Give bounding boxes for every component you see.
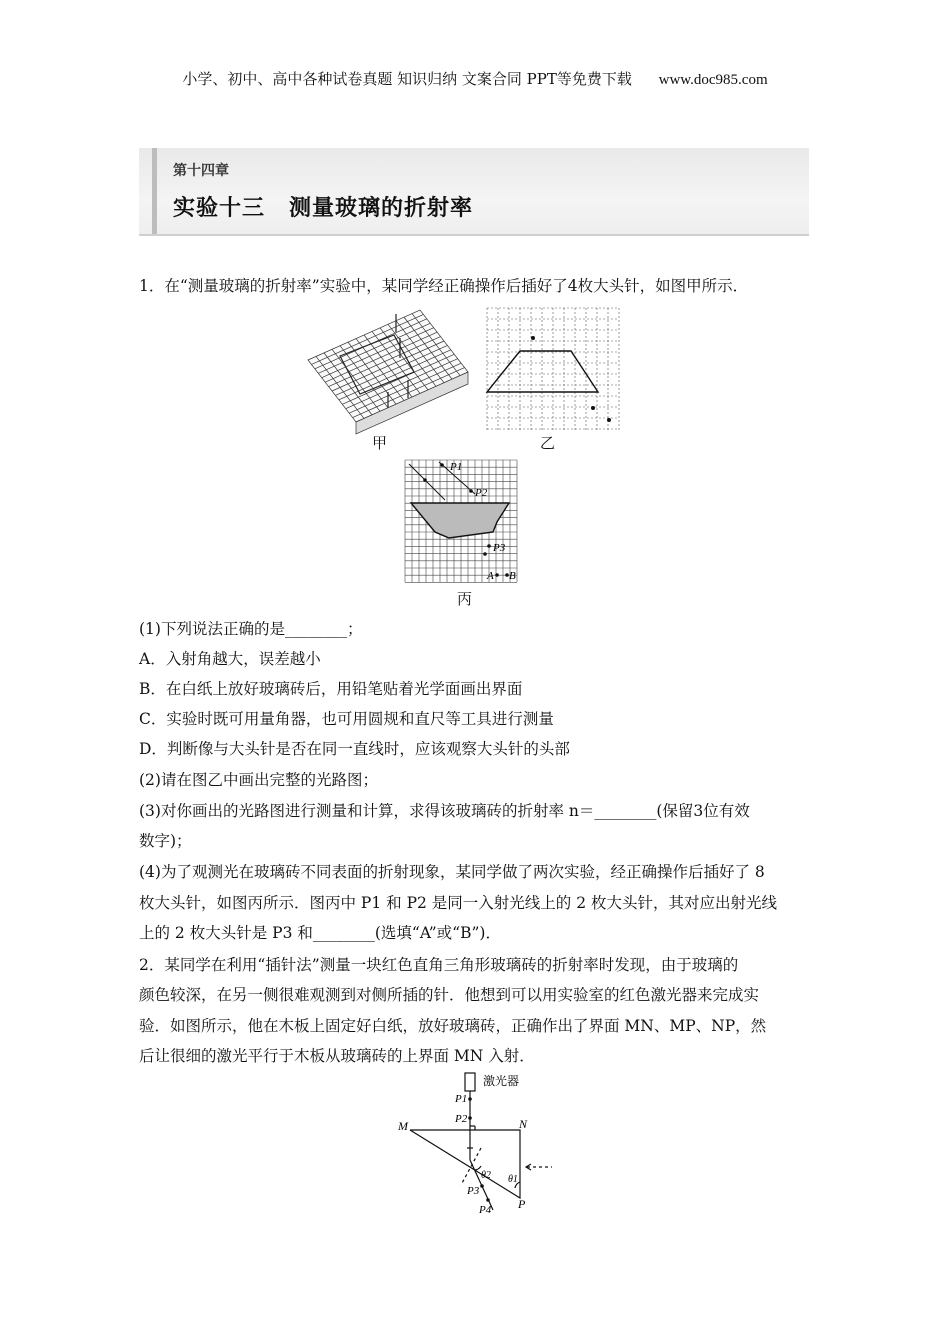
option-c: C．实验时既可用量角器，也可用圆规和直尺等工具进行测量 [139,710,554,728]
figure-jia [308,310,468,436]
banner-divider [139,234,809,236]
bing-label-p1: P1 [450,461,463,473]
q2-line4: 后让很细的激光平行于木板从玻璃砖的上界面 MN 入射． [139,1047,535,1065]
q2-label-p2: P2 [455,1113,468,1125]
q1-sub1: (1)下列说法正确的是________； [139,620,363,638]
bing-label-a: A [487,570,494,582]
bing-label-p2: P2 [475,487,488,499]
caption-bing: 丙 [457,590,473,608]
header-text: 小学、初中、高中各种试卷真题 知识归纳 文案合同 PPT等免费下载 [182,70,632,88]
option-b: B．在白纸上放好玻璃砖后，用铅笔贴着光学面画出界面 [139,680,523,698]
q2-label-theta1: θ1 [508,1174,518,1185]
q1-sub3-line1: (3)对你画出的光路图进行测量和计算，求得该玻璃砖的折射率 n＝________(保留3位有效 [139,802,750,820]
caption-jia: 甲 [372,434,388,452]
q2-line3: 验．如图所示，他在木板上固定好白纸，放好玻璃砖，正确作出了界面 MN、MP、NP，然 [139,1017,767,1035]
page-title [173,191,473,222]
option-d: D．判断像与大头针是否在同一直线时，应该观察大头针的头部 [139,740,570,758]
q1-sub2: (2)请在图乙中画出完整的光路图； [139,771,378,789]
q1-sub4-line2: 枚大头针，如图丙所示．图丙中 P1 和 P2 是同一入射光线上的 2 枚大头针，其对应出射光线 [139,894,778,912]
q2-label-n: N [519,1117,528,1131]
title-text: 测量玻璃的折射率 [289,196,474,221]
chapter-banner [139,148,809,236]
q2-label-p: P [518,1197,526,1211]
figure-bing [405,460,521,584]
option-a: A．入射角越大，误差越小 [139,650,321,668]
chapter-label: 第十四章 [173,163,229,179]
title-number: 实验十三 [173,196,266,221]
q2-line2: 颜色较深，在另一侧很难观测到对侧所插的针．他想到可以用实验室的红色激光器来完成实 [139,986,760,1004]
q1-sub4-line1: (4)为了观测光在玻璃砖不同表面的折射现象，某同学做了两次实验，经正确操作后插好了 8 [139,863,765,881]
figure-q2-prism [395,1070,565,1220]
caption-yi: 乙 [540,434,556,452]
q2-label-m: M [398,1119,408,1133]
q1-stem: 1．在“测量玻璃的折射率”实验中，某同学经正确操作后插好了4枚大头针，如图甲所示． [139,277,749,295]
q1-sub4-line3: 上的 2 枚大头针是 P3 和________(选填“A”或“B”)． [139,924,501,942]
q2-label-laser: 激光器 [483,1074,520,1088]
q1-sub3-line2: 数字)； [139,832,192,850]
q2-label-p3: P3 [467,1185,480,1197]
page-header [0,68,950,89]
bing-label-b: B [509,570,516,582]
q2-label-theta2: θ2 [481,1170,491,1181]
q2-label-p1: P1 [455,1093,468,1105]
header-site[interactable]: www.doc985.com [658,72,768,88]
banner-accent [152,148,157,236]
bing-label-p3: P3 [493,542,506,554]
q2-line1: 2．某同学在利用“插针法”测量一块红色直角三角形玻璃砖的折射率时发现，由于玻璃的 [139,956,739,974]
figure-yi [487,308,621,434]
q2-label-p4: P4 [479,1204,492,1216]
